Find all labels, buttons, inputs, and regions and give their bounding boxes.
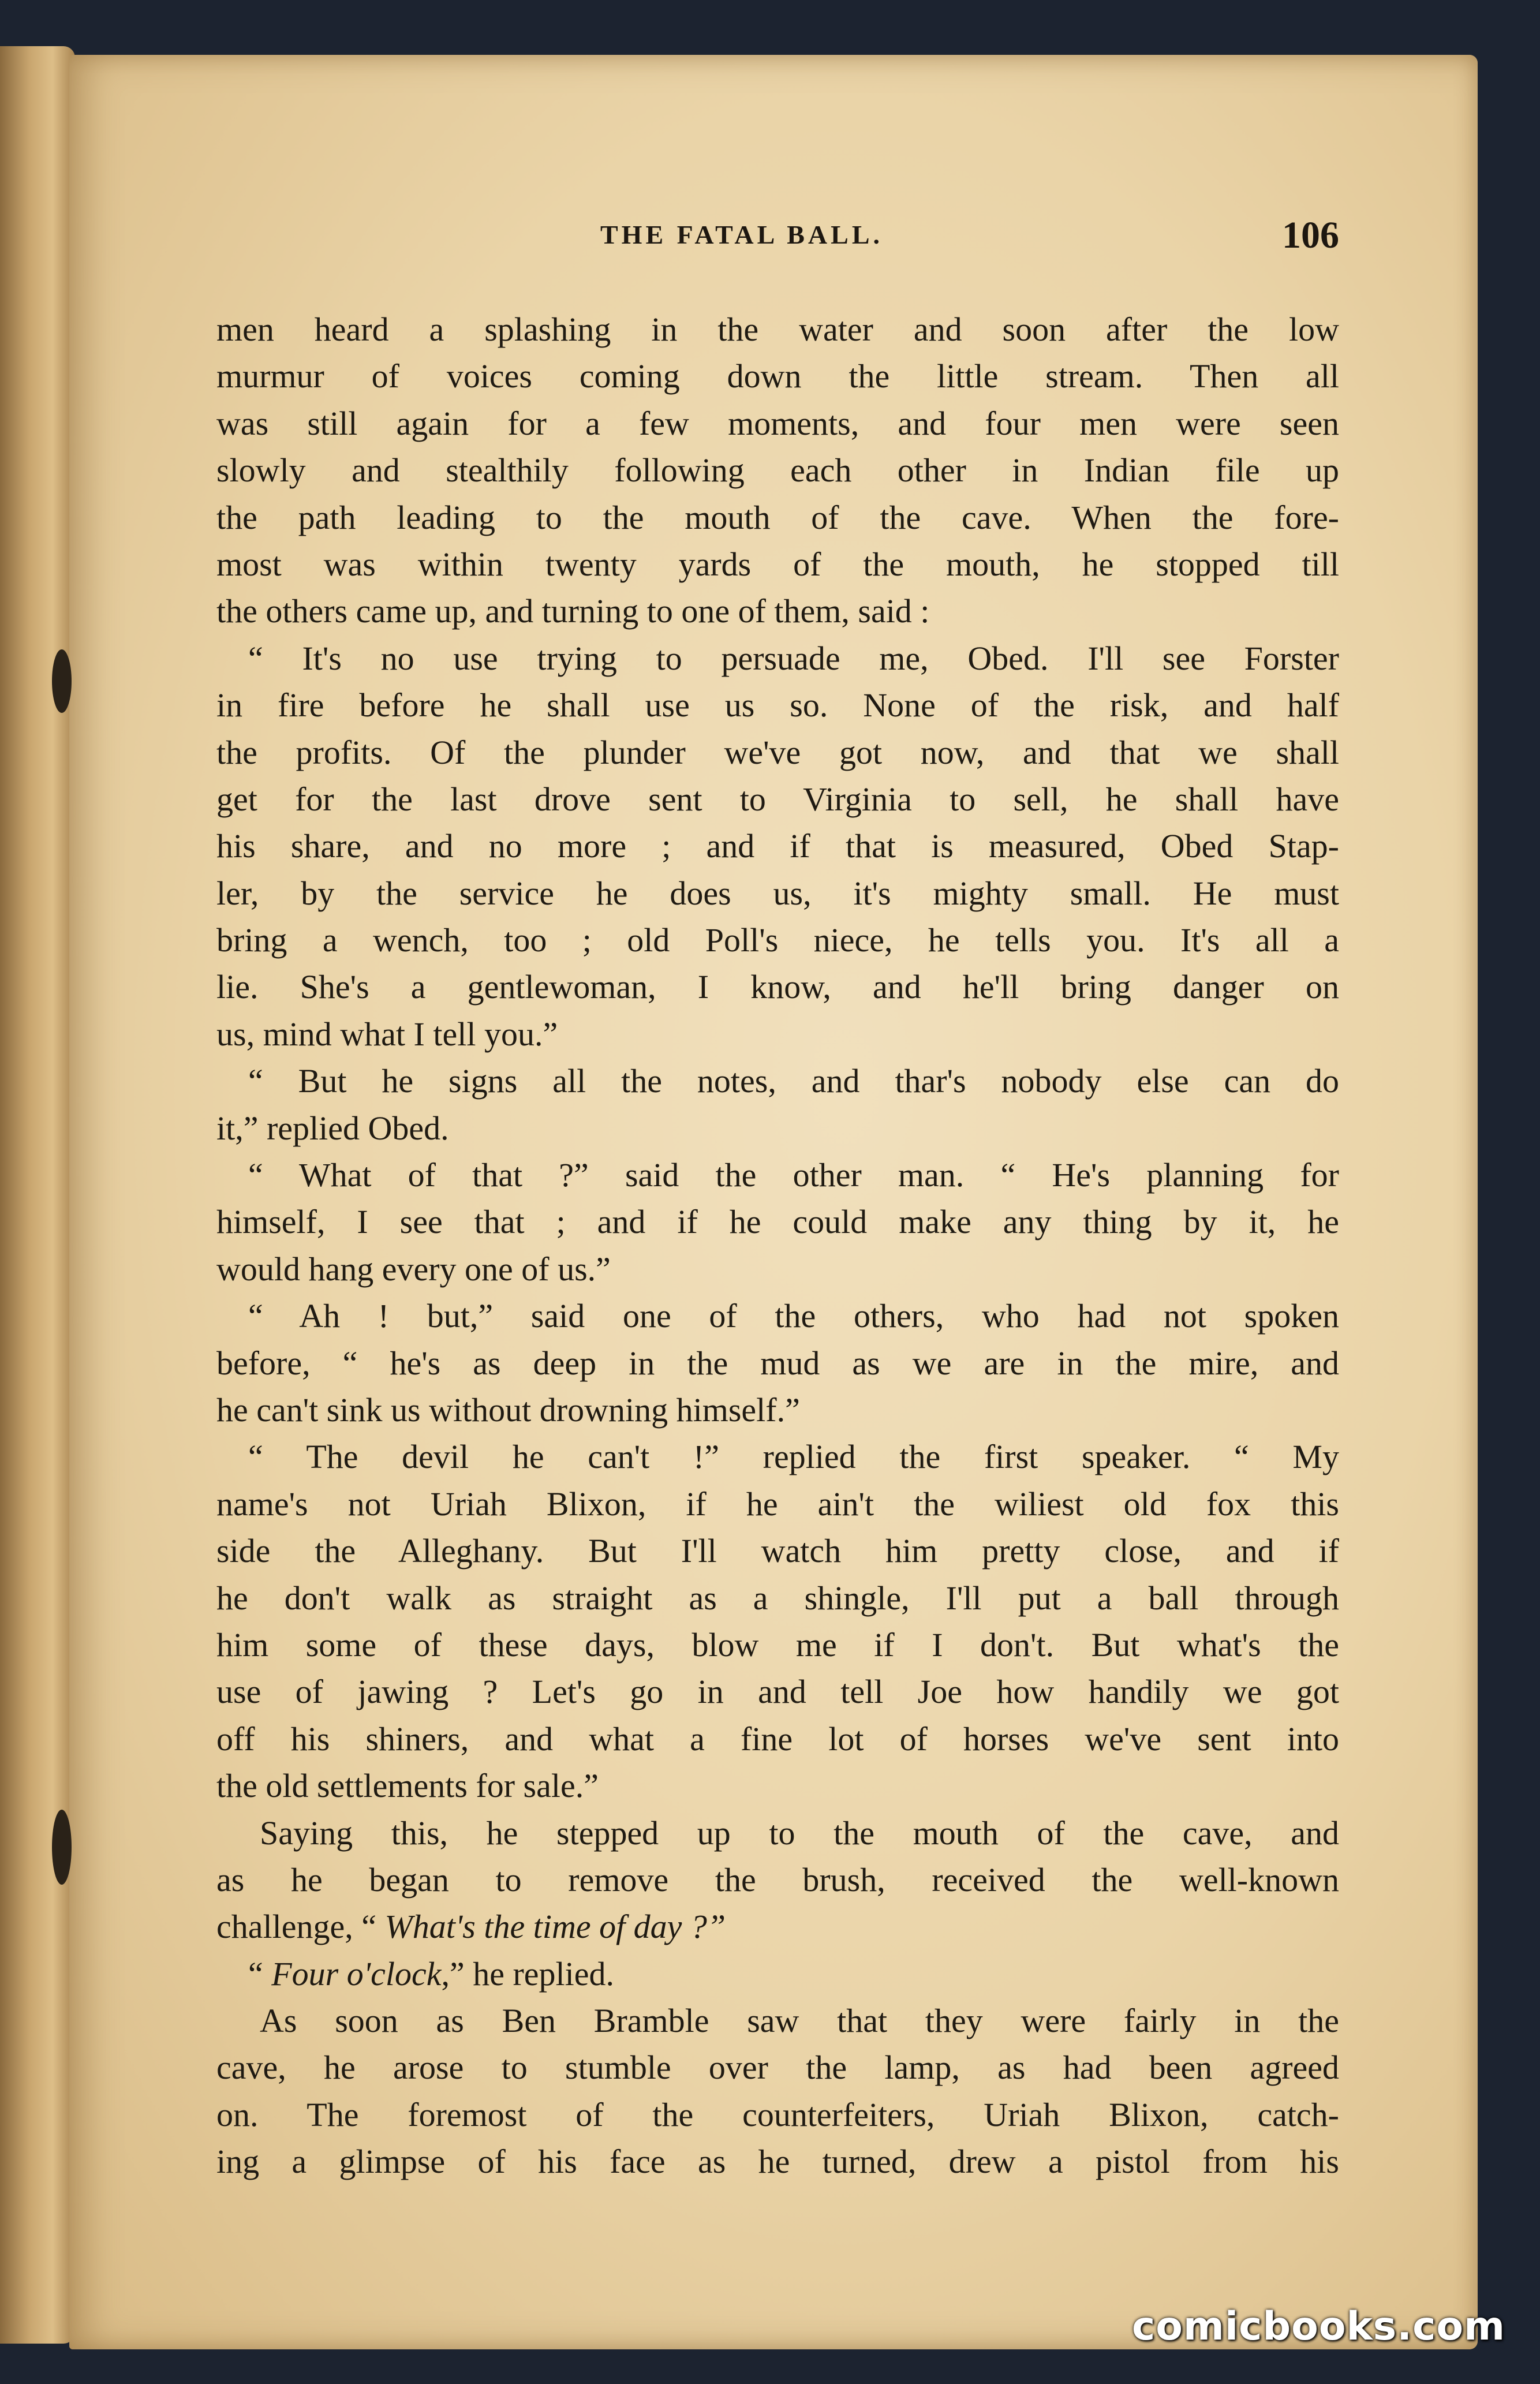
text-line: ler, by the service he does us, it's mighty small. He must [216,874,1339,912]
page-number: 106 [1282,214,1339,256]
text-line: in fire before he shall use us so. None of the risk, and half [216,686,1339,724]
text-line: the path leading to the mouth of the cave. When the fore- [216,498,1339,536]
text-line: Saying this, he stepped up to the mouth of the cave, and [260,1814,1339,1852]
text-line: “ The devil he can't !” replied the first speaker. “ My [248,1438,1339,1476]
binding-stain [52,1810,72,1885]
text-line: the others came up, and turning to one of them, said : [216,592,930,630]
text-line: off his shiners, and what a fine lot of horses we've sent into [216,1720,1339,1758]
text-line: the old settlements for sale.” [216,1767,599,1805]
text-line: bring a wench, too ; old Poll's niece, he tells you. It's all a [216,921,1339,959]
text-line: use of jawing ? Let's go in and tell Joe how handily we got [216,1673,1339,1711]
text-line: would hang every one of us.” [216,1250,611,1288]
text-line: name's not Uriah Blixon, if he ain't the wiliest old fox this [216,1485,1339,1523]
text-line: slowly and stealthily following each other in Indian file up [216,451,1339,489]
text-line: cave, he arose to stumble over the lamp, as had been agreed [216,2049,1339,2087]
text-line: “ What of that ?” said the other man. “ He's planning for [248,1156,1339,1194]
text-line: ing a glimpse of his face as he turned, drew a pistol from his [216,2143,1339,2181]
text-line: was still again for a few moments, and four men were seen [216,404,1339,442]
adjacent-page-edge [0,46,75,2344]
text-line: “ Four o'clock,” he replied. [248,1955,615,1993]
text-line: “ Ah ! but,” said one of the others, who had not spoken [248,1297,1339,1335]
text-line: “ But he signs all the notes, and thar's nobody else can do [248,1062,1339,1100]
text-line: on. The foremost of the counterfeiters, Uriah Blixon, catch- [216,2095,1339,2133]
text-line: side the Alleghany. But I'll watch him pretty close, and if [216,1532,1339,1570]
text-line: most was within twenty yards of the mouth, he stopped till [216,545,1339,583]
text-line: as he began to remove the brush, received the well-known [216,1860,1339,1899]
text-line: challenge, “ What's the time of day ?” [216,1908,726,1946]
text-line: As soon as Ben Bramble saw that they were fairly in the [260,2002,1339,2040]
text-line: men heard a splashing in the water and soon after the low [216,311,1339,348]
watermark-logo: comicbooks.com [1131,2304,1505,2349]
text-line: before, “ he's as deep in the mud as we are in the mire, and [216,1344,1339,1382]
text-line: get for the last drove sent to Virginia to sell, he shall have [216,780,1339,818]
text-line: him some of these days, blow me if I don't. But what's the [216,1626,1339,1664]
text-line: he don't walk as straight as a shingle, I'll put a ball through [216,1579,1339,1617]
running-title: THE FATAL BALL. [600,220,884,249]
running-header [144,214,1339,260]
body-text [216,306,1339,2185]
binding-stain [52,649,72,713]
text-line: he can't sink us without drowning himself.” [216,1391,800,1429]
text-line: us, mind what I tell you.” [216,1015,558,1053]
text-line: himself, I see that ; and if he could make any thing by it, he [216,1203,1339,1241]
text-line: it,” replied Obed. [216,1109,449,1147]
text-line: murmur of voices coming down the little stream. Then all [216,357,1339,395]
text-line: his share, and no more ; and if that is measured, Obed Stap- [216,827,1339,865]
text-line: the profits. Of the plunder we've got now, and that we shall [216,733,1339,771]
text-line: lie. She's a gentlewoman, I know, and he'll bring danger on [216,968,1339,1006]
text-line: “ It's no use trying to persuade me, Obed. I'll see Forster [248,639,1339,677]
